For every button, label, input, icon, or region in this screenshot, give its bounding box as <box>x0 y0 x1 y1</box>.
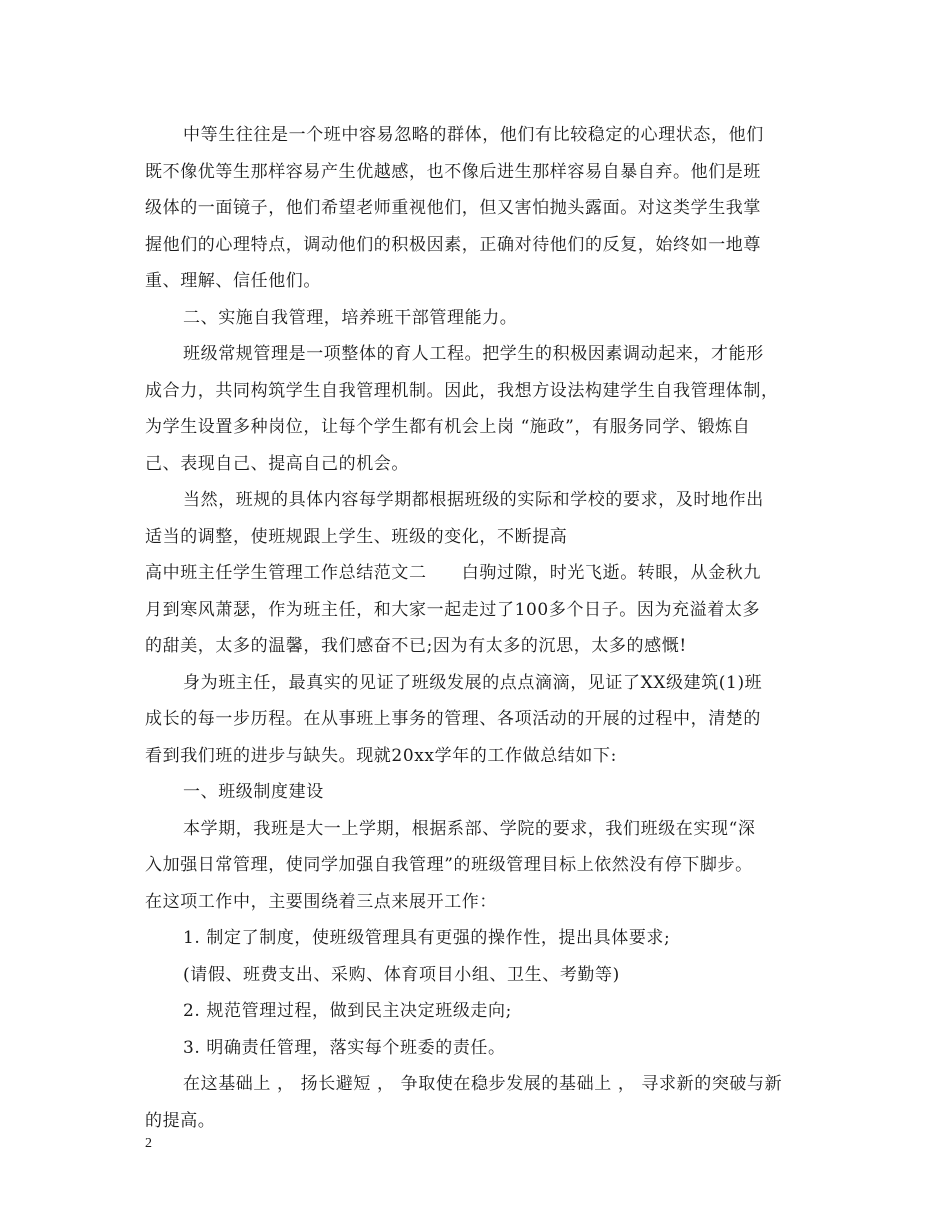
text-line: 适当的调整，使班规跟上学生、班级的变化，不断提高 <box>145 526 568 547</box>
text-line: 既不像优等生那样容易产生优越感，也不像后进生那样容易自暴自弃。他们是班 <box>145 161 761 182</box>
text-line: 己、表现自己、提高自己的机会。 <box>145 453 409 474</box>
text-line: 成合力，共同构筑学生自我管理机制。因此，我想方设法构建学生自我管理体制， <box>145 380 779 401</box>
list-item: 3. 明确责任管理，落实每个班委的责任。 <box>183 1037 506 1058</box>
text-line: 中等生往往是一个班中容易忽略的群体，他们有比较稳定的心理状态，他们 <box>183 125 764 145</box>
text-line: 成长的每一步历程。在从事班上事务的管理、各项活动的开展的过程中，清楚的 <box>145 709 761 729</box>
text-line: 在这基础上 ， 扬长避短 ， 争取使在稳步发展的基础上 ， 寻求新的突破与新 <box>183 1074 783 1094</box>
text-line: 重、理解、信任他们。 <box>145 271 321 291</box>
text-line: (请假、班费支出、采购、体育项目小组、卫生、考勤等) <box>183 964 620 985</box>
text-line: 看到我们班的进步与缺失。现就20xx学年的工作做总结如下: <box>145 745 617 766</box>
text-line: 握他们的心理特点，调动他们的积极因素，正确对待他们的反复，始终如一地尊 <box>145 234 761 255</box>
text-line: 月到寒风萧瑟，作为班主任，和大家一起走过了100多个日子。因为充溢着太多 <box>145 599 761 620</box>
list-item: 2. 规范管理过程，做到民主决定班级走向; <box>183 1001 512 1021</box>
text-line: 高中班主任学生管理工作总结范文二 白驹过隙，时光飞逝。转眼，从金秋九 <box>145 563 761 583</box>
text-line: 的甜美，太多的温馨，我们感奋不已;因为有太多的沉思，太多的感慨! <box>145 636 687 656</box>
page-number: 2 <box>145 1136 152 1151</box>
text-line: 的提高。 <box>145 1110 216 1131</box>
text-line: 身为班主任，最真实的见证了班级发展的点点滴滴，见证了XX级建筑(1)班 <box>183 672 763 693</box>
text-line: 在这项工作中，主要围绕着三点来展开工作： <box>145 891 497 912</box>
section-heading: 一、班级制度建设 <box>183 782 324 802</box>
text-line: 级体的一面镜子，他们希望老师重视他们，但又害怕抛头露面。对这类学生我掌 <box>145 198 761 218</box>
section-heading: 二、实施自我管理，培养班干部管理能力。 <box>183 307 518 328</box>
text-line: 本学期，我班是大一上学期，根据系部、学院的要求，我们班级在实现“深 <box>183 818 756 839</box>
body-text <box>145 117 810 1139</box>
text-line: 入加强日常管理，使同学加强自我管理”的班级管理目标上依然没有停下脚步。 <box>145 855 753 875</box>
text-line: 当然，班规的具体内容每学期都根据班级的实际和学校的要求，及时地作出 <box>183 490 764 510</box>
text-line: 为学生设置多种岗位，让每个学生都有机会上岗 “施政”，有服务同学、锻炼自 <box>145 417 751 437</box>
text-line: 班级常规管理是一项整体的育人工程。把学生的积极因素调动起来，才能形 <box>183 344 764 364</box>
list-item: 1. 制定了制度，使班级管理具有更强的操作性，提出具体要求; <box>183 928 671 948</box>
